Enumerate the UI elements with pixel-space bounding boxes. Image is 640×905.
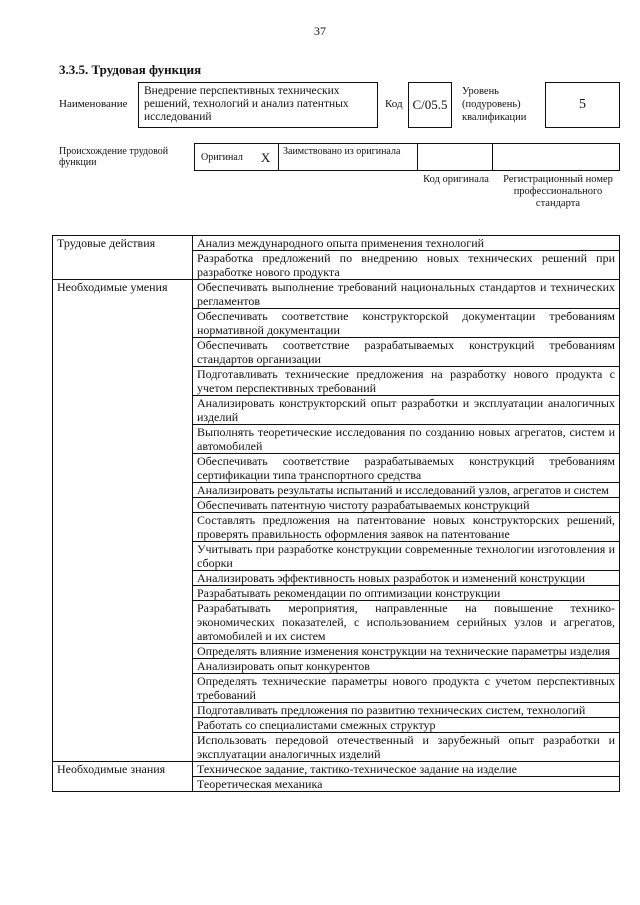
reg-number-cell bbox=[492, 143, 620, 171]
section-title: 3.3.5. Трудовая функция bbox=[59, 62, 202, 77]
required-skills-item: Анализировать эффективность новых разработок и изменений конструкции bbox=[193, 571, 620, 586]
table-row bbox=[53, 762, 620, 777]
required-skills-item: Обеспечивать соответствие конструкторской документации требованиям нормативной документации bbox=[193, 309, 620, 338]
original-label: Оригинал bbox=[201, 151, 243, 163]
required-skills-item: Работать со специалистами смежных структур bbox=[193, 718, 620, 733]
labor-actions-label: Трудовые действия bbox=[53, 236, 193, 280]
table-row bbox=[53, 236, 620, 251]
labor-actions-item: Разработка предложений по внедрению новых технических решений при разработке нового продукта bbox=[193, 251, 620, 280]
required-skills-item: Составлять предложения на патентование новых конструкторских решений, проверять правильность оформления заявок на патентование bbox=[193, 513, 620, 542]
required-skills-item: Использовать передовой отечественный и зарубежный опыт разработки и эксплуатации аналогичных изделий bbox=[193, 733, 620, 762]
required-skills-item: Анализировать конструкторский опыт разработки и эксплуатации аналогичных изделий bbox=[193, 396, 620, 425]
required-skills-item: Анализировать результаты испытаний и исследований узлов, агрегатов и систем bbox=[193, 483, 620, 498]
code-label: Код bbox=[385, 98, 403, 110]
required-skills-item: Выполнять теоретические исследования по созданию новых агрегатов, систем и автомобилей bbox=[193, 425, 620, 454]
function-details-table bbox=[52, 235, 620, 792]
required-skills-item: Подготавливать предложения по развитию технических систем, технологий bbox=[193, 703, 620, 718]
required-skills-item: Определять влияние изменения конструкции на технические параметры изделия bbox=[193, 644, 620, 659]
code-original-cell bbox=[417, 143, 493, 171]
origin-label: Происхождение трудовой функции bbox=[59, 146, 169, 168]
origin-table bbox=[194, 143, 620, 171]
required-skills-item: Разрабатывать рекомендации по оптимизации конструкции bbox=[193, 586, 620, 601]
required-knowledge-label: Необходимые знания bbox=[53, 762, 193, 792]
required-skills-item: Разрабатывать мероприятия, направленные на повышение технико-экономических показателей, с использованием серийных узлов и агрегатов, автомобилей и их систем bbox=[193, 601, 620, 644]
table-row bbox=[53, 280, 620, 309]
required-skills-label: Необходимые умения bbox=[53, 280, 193, 762]
level-label: Уровень (подуровень) квалификации bbox=[462, 86, 527, 123]
required-skills-item: Определять технические параметры нового продукта с учетом перспективных требований bbox=[193, 674, 620, 703]
required-skills-item: Анализировать опыт конкурентов bbox=[193, 659, 620, 674]
required-knowledge-item: Техническое задание, тактико-техническое задание на изделие bbox=[193, 762, 620, 777]
code-value: C/05.5 bbox=[408, 82, 452, 128]
page-number: 37 bbox=[314, 24, 326, 38]
name-label: Наименование bbox=[59, 98, 128, 110]
code-original-label: Код оригинала bbox=[423, 174, 489, 185]
function-name-value: Внедрение перспективных технических решений, технологий и анализ патентных исследований bbox=[138, 82, 378, 128]
required-skills-item: Обеспечивать соответствие разрабатываемых конструкций требованиям стандартов организации bbox=[193, 338, 620, 367]
required-skills-item: Подготавливать технические предложения на разработку нового продукта с учетом перспективных требований bbox=[193, 367, 620, 396]
required-skills-item: Обеспечивать патентную чистоту разрабатываемых конструкций bbox=[193, 498, 620, 513]
level-value: 5 bbox=[545, 82, 620, 128]
required-skills-item: Учитывать при разработке конструкции современные технологии изготовления и сборки bbox=[193, 542, 620, 571]
original-cell bbox=[194, 143, 279, 171]
reg-number-label: Регистрационный номер профессионального стандарта bbox=[503, 174, 613, 209]
borrowed-cell: Заимствовано из оригинала bbox=[278, 143, 418, 171]
required-skills-item: Обеспечивать соответствие разрабатываемых конструкций требованиям сертификации типа транспортного средства bbox=[193, 454, 620, 483]
labor-actions-item: Анализ международного опыта применения технологий bbox=[193, 236, 620, 251]
original-mark: X bbox=[260, 149, 271, 165]
required-knowledge-item: Теоретическая механика bbox=[193, 777, 620, 792]
required-skills-item: Обеспечивать выполнение требований национальных стандартов и технических регламентов bbox=[193, 280, 620, 309]
